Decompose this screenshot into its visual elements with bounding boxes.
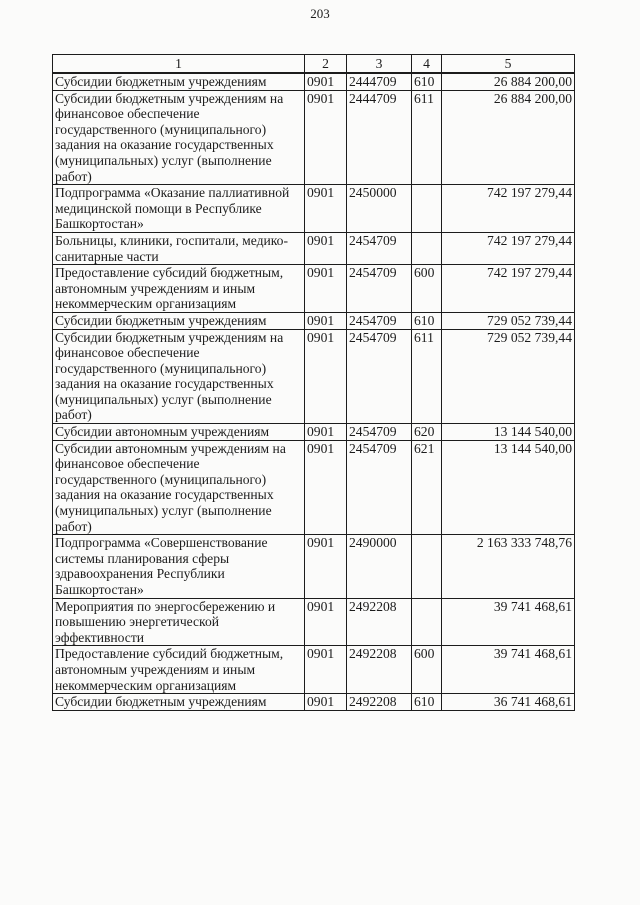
- table-row: [53, 185, 575, 233]
- amount: 742 197 279,44: [442, 185, 575, 233]
- target-article-code: 2492208: [347, 646, 412, 694]
- item-name: Субсидии автономным учреждениям на финансовое обеспечение государственного (муниципального) задания на оказание государственных (муниципальных) услуг (выполнение работ): [53, 440, 305, 535]
- target-article-code: 2454709: [347, 440, 412, 535]
- item-name: Предоставление субсидий бюджетным, автономным учреждениям и иным некоммерческим организациям: [53, 265, 305, 313]
- section-code: 0901: [305, 185, 347, 233]
- expense-type-code: [412, 598, 442, 646]
- table-row: [53, 440, 575, 535]
- expense-type-code: 610: [412, 312, 442, 329]
- expense-type-code: 621: [412, 440, 442, 535]
- section-code: 0901: [305, 265, 347, 313]
- section-code: 0901: [305, 646, 347, 694]
- target-article-code: 2454709: [347, 424, 412, 441]
- header-col-1: 1: [53, 55, 305, 74]
- table-row: [53, 329, 575, 424]
- section-code: 0901: [305, 329, 347, 424]
- item-name: Субсидии бюджетным учреждениям на финансовое обеспечение государственного (муниципального) задания на оказание государственных (муниципальных) услуг (выполнение работ): [53, 90, 305, 185]
- target-article-code: 2444709: [347, 90, 412, 185]
- item-name: Субсидии бюджетным учреждениям: [53, 73, 305, 90]
- item-name: Подпрограмма «Оказание паллиативной медицинской помощи в Республике Башкортостан»: [53, 185, 305, 233]
- amount: 13 144 540,00: [442, 440, 575, 535]
- section-code: 0901: [305, 424, 347, 441]
- table-row: [53, 265, 575, 313]
- target-article-code: 2492208: [347, 694, 412, 711]
- target-article-code: 2454709: [347, 265, 412, 313]
- amount: 742 197 279,44: [442, 265, 575, 313]
- target-article-code: 2492208: [347, 598, 412, 646]
- section-code: 0901: [305, 90, 347, 185]
- item-name: Больницы, клиники, госпитали, медико-санитарные части: [53, 232, 305, 264]
- section-code: 0901: [305, 232, 347, 264]
- header-col-2: 2: [305, 55, 347, 74]
- target-article-code: 2490000: [347, 535, 412, 598]
- page-number: 203: [310, 6, 330, 21]
- amount: 729 052 739,44: [442, 329, 575, 424]
- amount: 36 741 468,61: [442, 694, 575, 711]
- table-row: [53, 424, 575, 441]
- section-code: 0901: [305, 535, 347, 598]
- expense-type-code: 611: [412, 90, 442, 185]
- expense-type-code: 611: [412, 329, 442, 424]
- amount: 729 052 739,44: [442, 312, 575, 329]
- section-code: 0901: [305, 694, 347, 711]
- expense-type-code: 610: [412, 73, 442, 90]
- header-col-5: 5: [442, 55, 575, 74]
- table-row: [53, 73, 575, 90]
- amount: 39 741 468,61: [442, 598, 575, 646]
- amount: 39 741 468,61: [442, 646, 575, 694]
- table-row: [53, 312, 575, 329]
- expense-type-code: 610: [412, 694, 442, 711]
- target-article-code: 2454709: [347, 329, 412, 424]
- item-name: Субсидии автономным учреждениям: [53, 424, 305, 441]
- table-row: [53, 598, 575, 646]
- target-article-code: 2444709: [347, 73, 412, 90]
- target-article-code: 2450000: [347, 185, 412, 233]
- table-body: [53, 73, 575, 710]
- amount: 26 884 200,00: [442, 90, 575, 185]
- target-article-code: 2454709: [347, 312, 412, 329]
- expense-type-code: [412, 535, 442, 598]
- amount: 13 144 540,00: [442, 424, 575, 441]
- section-code: 0901: [305, 440, 347, 535]
- expense-type-code: 600: [412, 265, 442, 313]
- item-name: Мероприятия по энергосбережению и повышению энергетической эффективности: [53, 598, 305, 646]
- item-name: Подпрограмма «Совершенствование системы планирования сферы здравоохранения Республики Башкортостан»: [53, 535, 305, 598]
- expense-type-code: 620: [412, 424, 442, 441]
- header-col-3: 3: [347, 55, 412, 74]
- expense-type-code: [412, 232, 442, 264]
- table-header-row: [53, 55, 575, 74]
- section-code: 0901: [305, 73, 347, 90]
- table-row: [53, 535, 575, 598]
- header-col-4: 4: [412, 55, 442, 74]
- item-name: Субсидии бюджетным учреждениям: [53, 694, 305, 711]
- table-row: [53, 694, 575, 711]
- table-row: [53, 90, 575, 185]
- amount: 26 884 200,00: [442, 73, 575, 90]
- table-row: [53, 232, 575, 264]
- amount: 2 163 333 748,76: [442, 535, 575, 598]
- item-name: Субсидии бюджетным учреждениям на финансовое обеспечение государственного (муниципального) задания на оказание государственных (муниципальных) услуг (выполнение работ): [53, 329, 305, 424]
- table-row: [53, 646, 575, 694]
- expense-type-code: 600: [412, 646, 442, 694]
- section-code: 0901: [305, 312, 347, 329]
- amount: 742 197 279,44: [442, 232, 575, 264]
- item-name: Субсидии бюджетным учреждениям: [53, 312, 305, 329]
- section-code: 0901: [305, 598, 347, 646]
- target-article-code: 2454709: [347, 232, 412, 264]
- expense-type-code: [412, 185, 442, 233]
- item-name: Предоставление субсидий бюджетным, автономным учреждениям и иным некоммерческим организациям: [53, 646, 305, 694]
- budget-table: [52, 54, 575, 711]
